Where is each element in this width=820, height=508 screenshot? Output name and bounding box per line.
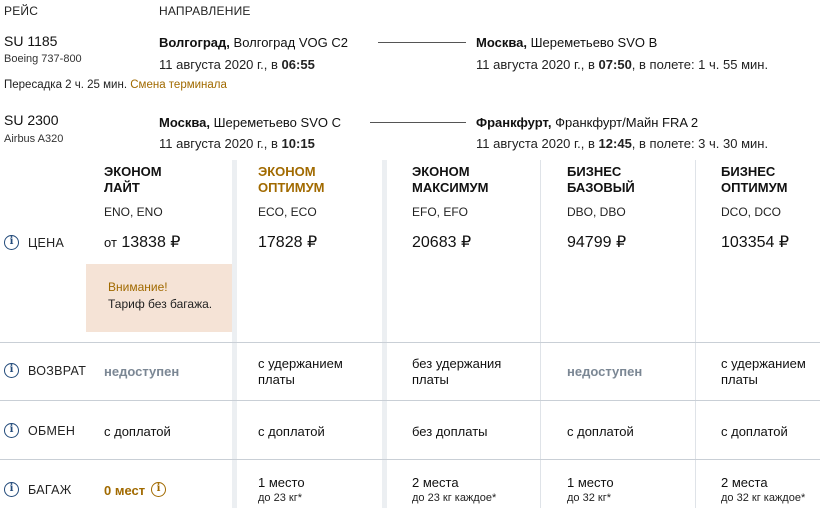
- exchange-value: с доплатой: [104, 424, 171, 439]
- exchange-value: с доплатой: [567, 424, 634, 439]
- selected-column-shade: [382, 160, 387, 508]
- route-line: [378, 42, 466, 43]
- baggage-weight: до 23 кг*: [258, 492, 302, 504]
- warning-text: Тариф без багажа.: [108, 297, 213, 311]
- flight-number: SU 2300: [4, 112, 59, 128]
- tariff-code: DBO, DBO: [567, 205, 626, 219]
- refund-value: без удержания платы: [412, 356, 502, 387]
- tariff-price[interactable]: 103354 ₽: [721, 234, 790, 251]
- column-divider: [695, 160, 696, 508]
- tariff-name-business-optimum[interactable]: БИЗНЕС ОПТИМУМ: [721, 164, 788, 195]
- exchange-value: без доплаты: [412, 424, 488, 439]
- tariff-price[interactable]: 17828 ₽: [258, 234, 318, 251]
- exchange-value: с доплатой: [721, 424, 788, 439]
- refund-value: недоступен: [104, 364, 180, 379]
- flight-column-header: РЕЙС: [4, 4, 39, 18]
- baggage-value: 2 места: [721, 475, 768, 490]
- row-label-baggage: БАГАЖ: [28, 483, 72, 497]
- refund-value: с удержанием платы: [721, 356, 806, 387]
- info-icon[interactable]: i: [4, 482, 19, 497]
- baggage-value: 2 места: [412, 475, 459, 490]
- aircraft-type: Boeing 737-800: [4, 53, 82, 65]
- arrival-city: Франкфурт, Франкфурт/Майн FRA 2: [476, 115, 699, 130]
- arrival-datetime: 11 августа 2020 г., в 07:50, в полете: 1 ч. 55 мин.: [476, 57, 769, 72]
- info-icon[interactable]: i: [4, 423, 19, 438]
- baggage-info-icon[interactable]: i: [151, 482, 166, 497]
- row-divider: [0, 459, 820, 460]
- refund-value: недоступен: [567, 364, 643, 379]
- row-divider: [0, 342, 820, 343]
- route-line: [370, 122, 466, 123]
- info-icon[interactable]: i: [4, 235, 19, 250]
- departure-city: Москва, Шереметьево SVO C: [159, 115, 341, 130]
- tariff-name-economy-max[interactable]: ЭКОНОМ МАКСИМУМ: [412, 164, 489, 195]
- row-label-refund: ВОЗВРАТ: [28, 364, 87, 378]
- exchange-value: с доплатой: [258, 424, 325, 439]
- baggage-value: 1 место: [258, 475, 305, 490]
- no-baggage-warning: [86, 264, 232, 332]
- direction-column-header: НАПРАВЛЕНИЕ: [159, 4, 251, 18]
- tariff-code: DCO, DCO: [721, 205, 781, 219]
- baggage-weight: до 32 кг*: [567, 492, 611, 504]
- tariff-code: ECO, ECO: [258, 205, 317, 219]
- refund-value: с удержанием платы: [258, 356, 343, 387]
- baggage-value: 1 место: [567, 475, 614, 490]
- flight-number: SU 1185: [4, 33, 58, 49]
- tariff-price[interactable]: 20683 ₽: [412, 234, 472, 251]
- arrival-city: Москва, Шереметьево SVO B: [476, 35, 658, 50]
- departure-datetime: 11 августа 2020 г., в 06:55: [159, 57, 315, 72]
- row-divider: [0, 400, 820, 401]
- baggage-weight: до 23 кг каждое*: [412, 492, 497, 504]
- departure-city: Волгоград, Волгоград VOG C2: [159, 35, 348, 50]
- tariff-name-economy-optimum[interactable]: ЭКОНОМ ОПТИМУМ: [258, 164, 325, 195]
- tariff-price[interactable]: от 13838 ₽: [104, 234, 181, 251]
- terminal-change-link[interactable]: Смена терминала: [130, 79, 227, 91]
- row-label-exchange: ОБМЕН: [28, 424, 76, 438]
- baggage-value: 0 мест: [104, 483, 146, 498]
- selected-column-shade: [232, 160, 237, 508]
- departure-datetime: 11 августа 2020 г., в 10:15: [159, 136, 315, 151]
- row-label-price: ЦЕНА: [28, 236, 65, 250]
- aircraft-type: Airbus A320: [4, 133, 64, 145]
- transfer-info: Пересадка 2 ч. 25 мин. Смена терминала: [4, 79, 227, 91]
- tariff-code: ENO, ENO: [104, 205, 163, 219]
- tariff-name-economy-lite[interactable]: ЭКОНОМ ЛАЙТ: [104, 164, 162, 195]
- tariff-name-business-basic[interactable]: БИЗНЕС БАЗОВЫЙ: [567, 164, 635, 195]
- tariff-price[interactable]: 94799 ₽: [567, 234, 627, 251]
- column-divider: [540, 160, 541, 508]
- warning-title: Внимание!: [108, 280, 168, 294]
- arrival-datetime: 11 августа 2020 г., в 12:45, в полете: 3 ч. 30 мин.: [476, 136, 769, 151]
- info-icon[interactable]: i: [4, 363, 19, 378]
- tariff-code: EFO, EFO: [412, 205, 469, 219]
- baggage-weight: до 32 кг каждое*: [721, 492, 806, 504]
